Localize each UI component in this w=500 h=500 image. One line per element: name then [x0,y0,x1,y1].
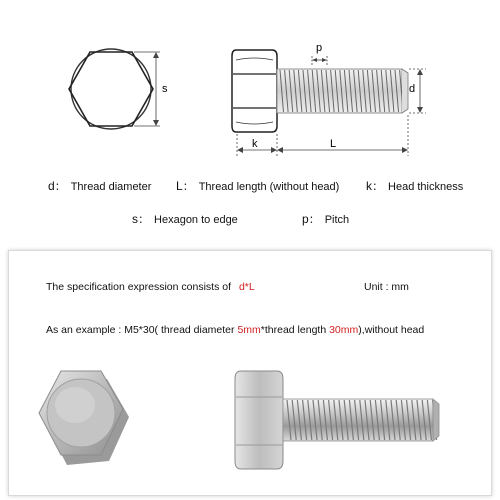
bolt-side-view [232,42,426,156]
legend-text: Thread length (without head) [198,181,340,193]
spec-example-diameter: 5mm [237,324,261,336]
legend-hexagon-to-edge [132,210,238,227]
spec-expression-prefix: The specification expression consists of [46,281,232,293]
legend-symbol: s： [132,212,151,226]
spec-unit: Unit : mm [364,281,409,293]
spec-expression-value: d*L [238,281,255,293]
spec-example-length: 30mm [329,324,359,336]
legend-thread-length [176,177,339,194]
legend-symbol: p： [302,212,321,226]
legend-head-thickness [366,177,463,194]
legend-pitch [302,210,349,227]
bolt-technical-drawing [0,0,500,170]
legend-symbol: d： [48,179,67,193]
s-dimension-label: s [162,83,168,95]
legend-thread-diameter [48,177,151,194]
p-dimension-label: p [316,42,323,54]
spec-example [46,324,424,336]
L-dimension-label: L [330,138,337,150]
legend-text: Thread diameter [70,181,152,193]
specification-panel [8,250,492,496]
spec-expression [46,281,255,293]
spec-example-suffix: ),without head [358,324,425,336]
hexagon-end-view [69,49,168,129]
bolt-head-photo [39,371,129,465]
bolt-side-photo [235,371,439,469]
spec-example-mid: *thread length [260,324,330,336]
legend-text: Head thickness [388,181,464,193]
legend-text: Hexagon to edge [154,214,238,226]
legend-symbol: k： [366,179,385,193]
legend-text: Pitch [324,214,350,226]
k-dimension-label: k [252,138,258,150]
legend-symbol: L： [176,179,195,193]
spec-example-prefix: As an example : M5*30( thread diameter [46,324,238,336]
bolt-photos [9,361,491,495]
d-dimension-label: d [409,83,416,95]
